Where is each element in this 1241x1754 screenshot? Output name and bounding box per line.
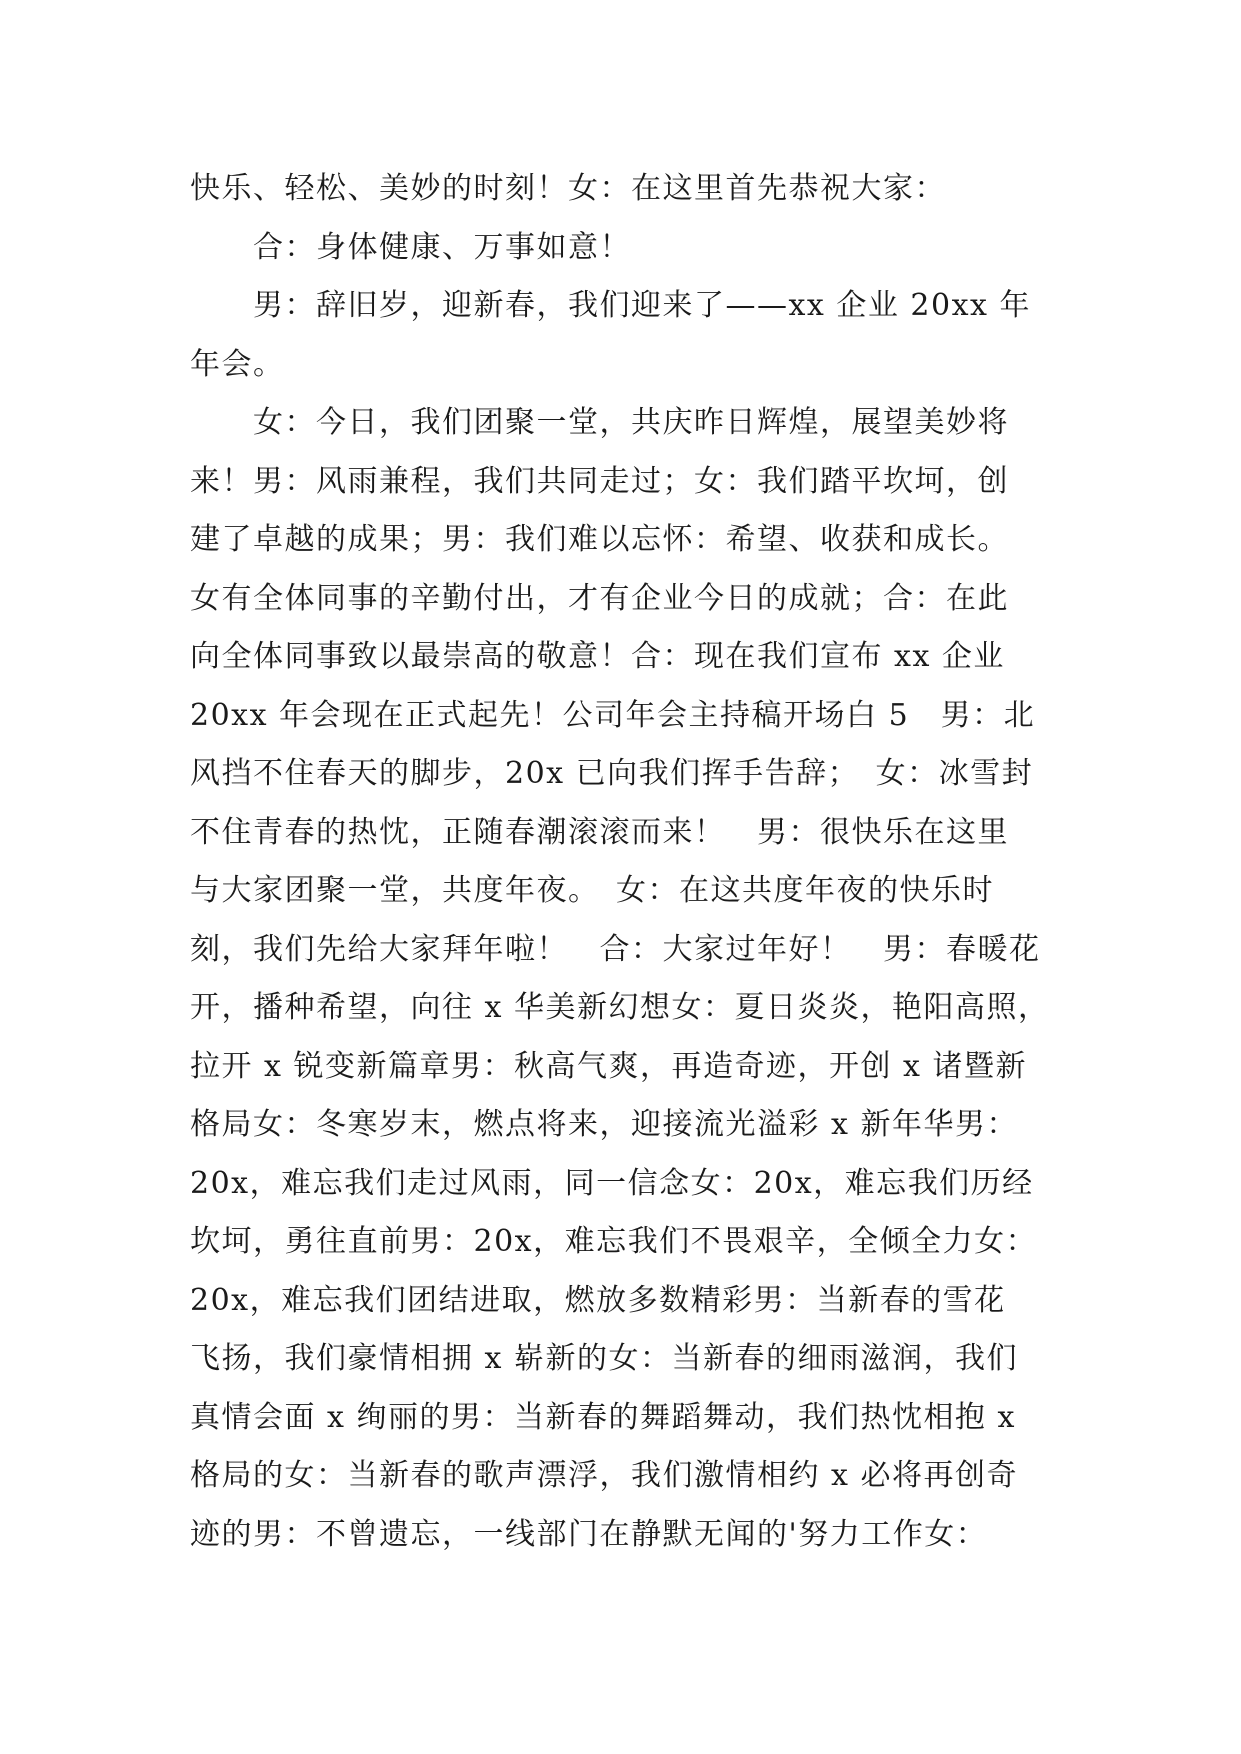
text-line: 20xx 年会现在正式起先！公司年会主持稿开场白 5 男：北 — [190, 697, 1036, 733]
text-line: 女：今日，我们团聚一堂，共庆昨日辉煌，展望美妙将 — [190, 405, 1009, 440]
text-line: 迹的男：不曾遗忘，一线部门在静默无闻的'努力工作女： — [190, 1516, 988, 1552]
text-line: 飞扬，我们豪情相拥 x 崭新的女：当新春的细雨滋润，我们 — [190, 1341, 1018, 1376]
text-line: 格局女：冬寒岁末，燃点将来，迎接流光溢彩 x 新年华男： — [190, 1107, 1018, 1142]
text-line: 风挡不住春天的脚步，20x 已向我们挥手告辞； 女：冰雪封 — [190, 756, 1034, 791]
text-line: 刻，我们先给大家拜年啦！ 合：大家过年好！ 男：春暖花 — [190, 931, 1041, 967]
document-body — [190, 160, 1060, 1564]
text-line: 开，播种希望，向往 x 华美新幻想女：夏日炎炎，艳阳高照， — [190, 990, 1050, 1025]
text-line: 20x，难忘我们团结进取，燃放多数精彩男：当新春的雪花 — [190, 1282, 1006, 1318]
text-line: 不住青春的热忱，正随春潮滚滚而来！ 男：很快乐在这里 — [190, 814, 1009, 850]
text-line: 真情会面 x 绚丽的男：当新春的舞蹈舞动，我们热忱相抱 x — [190, 1399, 1016, 1435]
text-line: 坎坷，勇往直前男：20x，难忘我们不畏艰辛，全倾全力女： — [190, 1224, 1038, 1259]
text-line: 与大家团聚一堂，共度年夜。 女：在这共度年夜的快乐时 — [190, 873, 994, 908]
text-line: 20x，难忘我们走过风雨，同一信念女：20x，难忘我们历经 — [190, 1165, 1034, 1201]
text-line: 快乐、轻松、美妙的时刻！女：在这里首先恭祝大家： — [190, 171, 946, 206]
text-line: 格局的女：当新春的歌声漂浮，我们激情相约 x 必将再创奇 — [190, 1458, 1018, 1493]
text-line: 合：身体健康、万事如意！ — [190, 229, 631, 265]
text-line: 男：辞旧岁，迎新春，我们迎来了——xx 企业 20xx 年 — [190, 288, 1031, 323]
text-line: 来！男：风雨兼程，我们共同走过；女：我们踏平坎坷，创 — [190, 463, 1009, 499]
text-line: 向全体同事致以最崇高的敬意！合：现在我们宣布 xx 企业 — [190, 639, 1005, 674]
text-line: 年会。 — [190, 346, 285, 382]
text-line: 拉开 x 锐变新篇章男：秋高气爽，再造奇迹，开创 x 诸暨新 — [190, 1048, 1027, 1084]
text-line: 女有全体同事的辛勤付出，才有企业今日的成就；合：在此 — [190, 580, 1009, 616]
text-line: 建了卓越的成果；男：我们难以忘怀：希望、收获和成长。 — [190, 522, 1009, 557]
